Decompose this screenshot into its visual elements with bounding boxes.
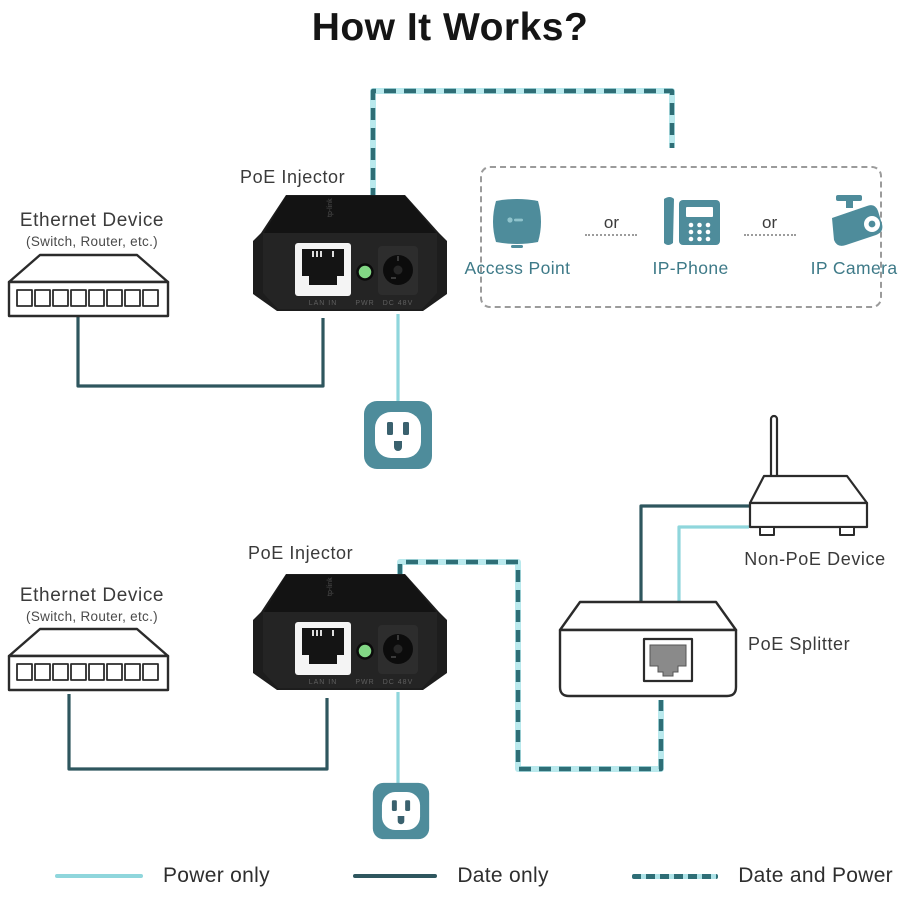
or-separator-1 <box>585 213 637 236</box>
splitter-power-cable <box>679 527 749 602</box>
or-separator-2 <box>744 213 796 236</box>
or-dotted-line <box>744 234 796 236</box>
powered-devices-box <box>464 166 898 308</box>
non-poe-device-label: Non-PoE Device <box>744 549 886 569</box>
ethernet-switch-2 <box>6 626 171 694</box>
ethernet-device-sublabel: (Switch, Router, etc.) <box>26 234 158 249</box>
tp-link-logo: tp-link <box>327 577 334 596</box>
ip-phone-icon <box>660 195 722 249</box>
ethernet-switch-1 <box>6 252 171 320</box>
access-point-label: Access Point <box>464 258 571 278</box>
injector-dc-label: DC 48V <box>382 300 414 307</box>
or-text: or <box>603 212 619 232</box>
top-data-cable <box>78 316 323 386</box>
ethernet-device-label: Ethernet Device <box>19 210 165 231</box>
access-point-item <box>464 195 570 279</box>
poe-splitter-label: PoE Splitter <box>748 634 851 654</box>
ip-camera-label: IP Camera <box>810 258 898 278</box>
injector-lan-label: LAN IN <box>308 300 338 307</box>
date-only-swatch <box>353 874 437 878</box>
injector-led-label: PWR <box>355 300 375 307</box>
power-only-swatch <box>55 874 143 878</box>
power-outlet-2-icon <box>372 782 430 840</box>
tp-link-logo: tp-link <box>327 198 334 217</box>
poe-injector-2 <box>252 572 448 694</box>
power-outlet-1-icon <box>363 400 433 470</box>
date-and-power-swatch <box>632 874 718 879</box>
page-title: How It Works? <box>311 6 589 49</box>
ip-phone-label: IP-Phone <box>652 258 729 278</box>
legend <box>55 864 893 888</box>
or-text: or <box>762 212 778 232</box>
ethernet-device-label: Ethernet Device <box>19 585 165 606</box>
injector-lan-label: LAN IN <box>308 679 338 686</box>
ip-camera-item <box>811 195 898 279</box>
legend-label: Power only <box>163 864 270 887</box>
splitter-data-cable <box>641 506 749 602</box>
legend-item-date-only <box>353 864 548 888</box>
ip-phone-item <box>652 195 728 279</box>
legend-label: Date and Power <box>738 864 893 887</box>
power-led <box>358 644 373 659</box>
poe-injector-2-label: PoE Injector <box>248 543 354 563</box>
or-dotted-line <box>585 234 637 236</box>
injector-dc-label: DC 48V <box>382 679 414 686</box>
ethernet-device-sublabel: (Switch, Router, etc.) <box>26 609 158 624</box>
non-poe-device <box>748 414 872 538</box>
injector-led-label: PWR <box>355 679 375 686</box>
bottom-data-cable <box>69 694 327 769</box>
poe-injector-1 <box>252 193 448 315</box>
ip-camera-icon <box>822 195 886 249</box>
legend-label: Date only <box>457 864 549 887</box>
legend-item-power-only <box>55 864 270 888</box>
power-led <box>358 265 373 280</box>
poe-injector-1-label: PoE Injector <box>240 167 346 187</box>
access-point-icon <box>488 195 546 249</box>
ethernet-device-1-labels <box>6 210 178 249</box>
ethernet-device-2-labels <box>6 585 178 624</box>
legend-item-date-and-power <box>632 864 893 888</box>
poe-splitter <box>558 599 738 699</box>
